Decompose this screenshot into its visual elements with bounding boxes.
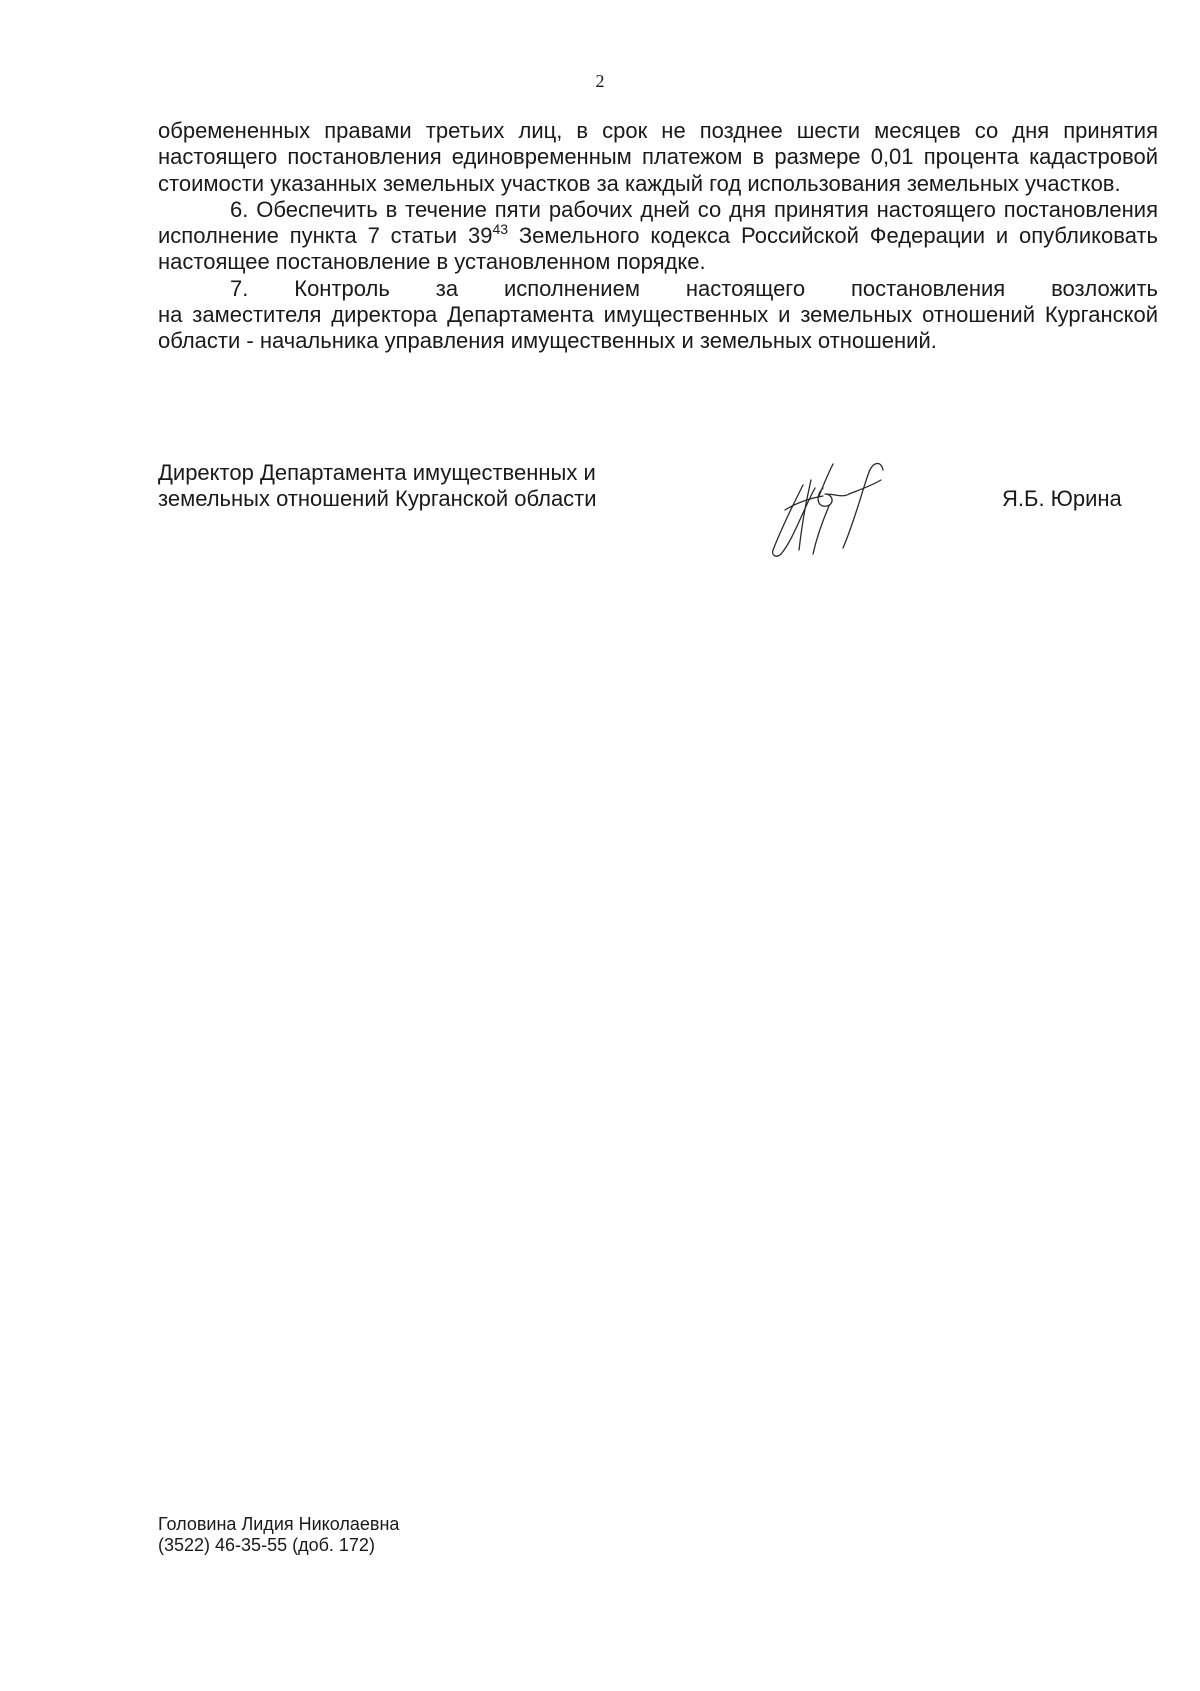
paragraph-item-7-rest: на заместителя директора Департамента имущественных и земельных отношений Курганской области - начальника управления имущественных и земельных отношений. [158, 302, 1158, 354]
signer-position [158, 460, 597, 513]
signer-position-line-2: земельных отношений Курганской области [158, 486, 597, 512]
article-superscript: 43 [492, 221, 509, 238]
contact-phone: (3522) 46-35-55 (доб. 172) [158, 1535, 375, 1555]
page-number: 2 [595, 71, 605, 91]
contact-block [158, 1514, 399, 1556]
paragraph-item-6-text-a: 6. Обеспечить в течение пяти рабочих дней со дня принятия настоящего постановления исполнение пункта 7 статьи 39 [158, 196, 1158, 249]
paragraph-continuation: обремененных правами третьих лиц, в срок не позднее шести месяцев со дня принятия настоящего постановления единовременным платежом в размере 0,01 процента кадастровой стоимости указанных земельных участков за каждый год использования земельных участков. [158, 118, 1158, 196]
signer-name: Я.Б. Юрина [1002, 486, 1122, 511]
signature-block [158, 460, 1158, 570]
document-body [158, 118, 1158, 355]
paragraph-item-7-first-line: 7. Контроль за исполнением настоящего постановления возложить [230, 275, 1158, 301]
contact-name: Головина Лидия Николаевна [158, 1514, 400, 1534]
paragraph-item-6 [158, 197, 1158, 276]
paragraph-item-6-text-b: Земельного кодекса Российской Федерации и опубликовать настоящее постановление в установленном порядке. [158, 223, 1159, 275]
handwritten-signature [763, 450, 903, 560]
signer-position-line-1: Директор Департамента имущественных и [158, 460, 596, 485]
